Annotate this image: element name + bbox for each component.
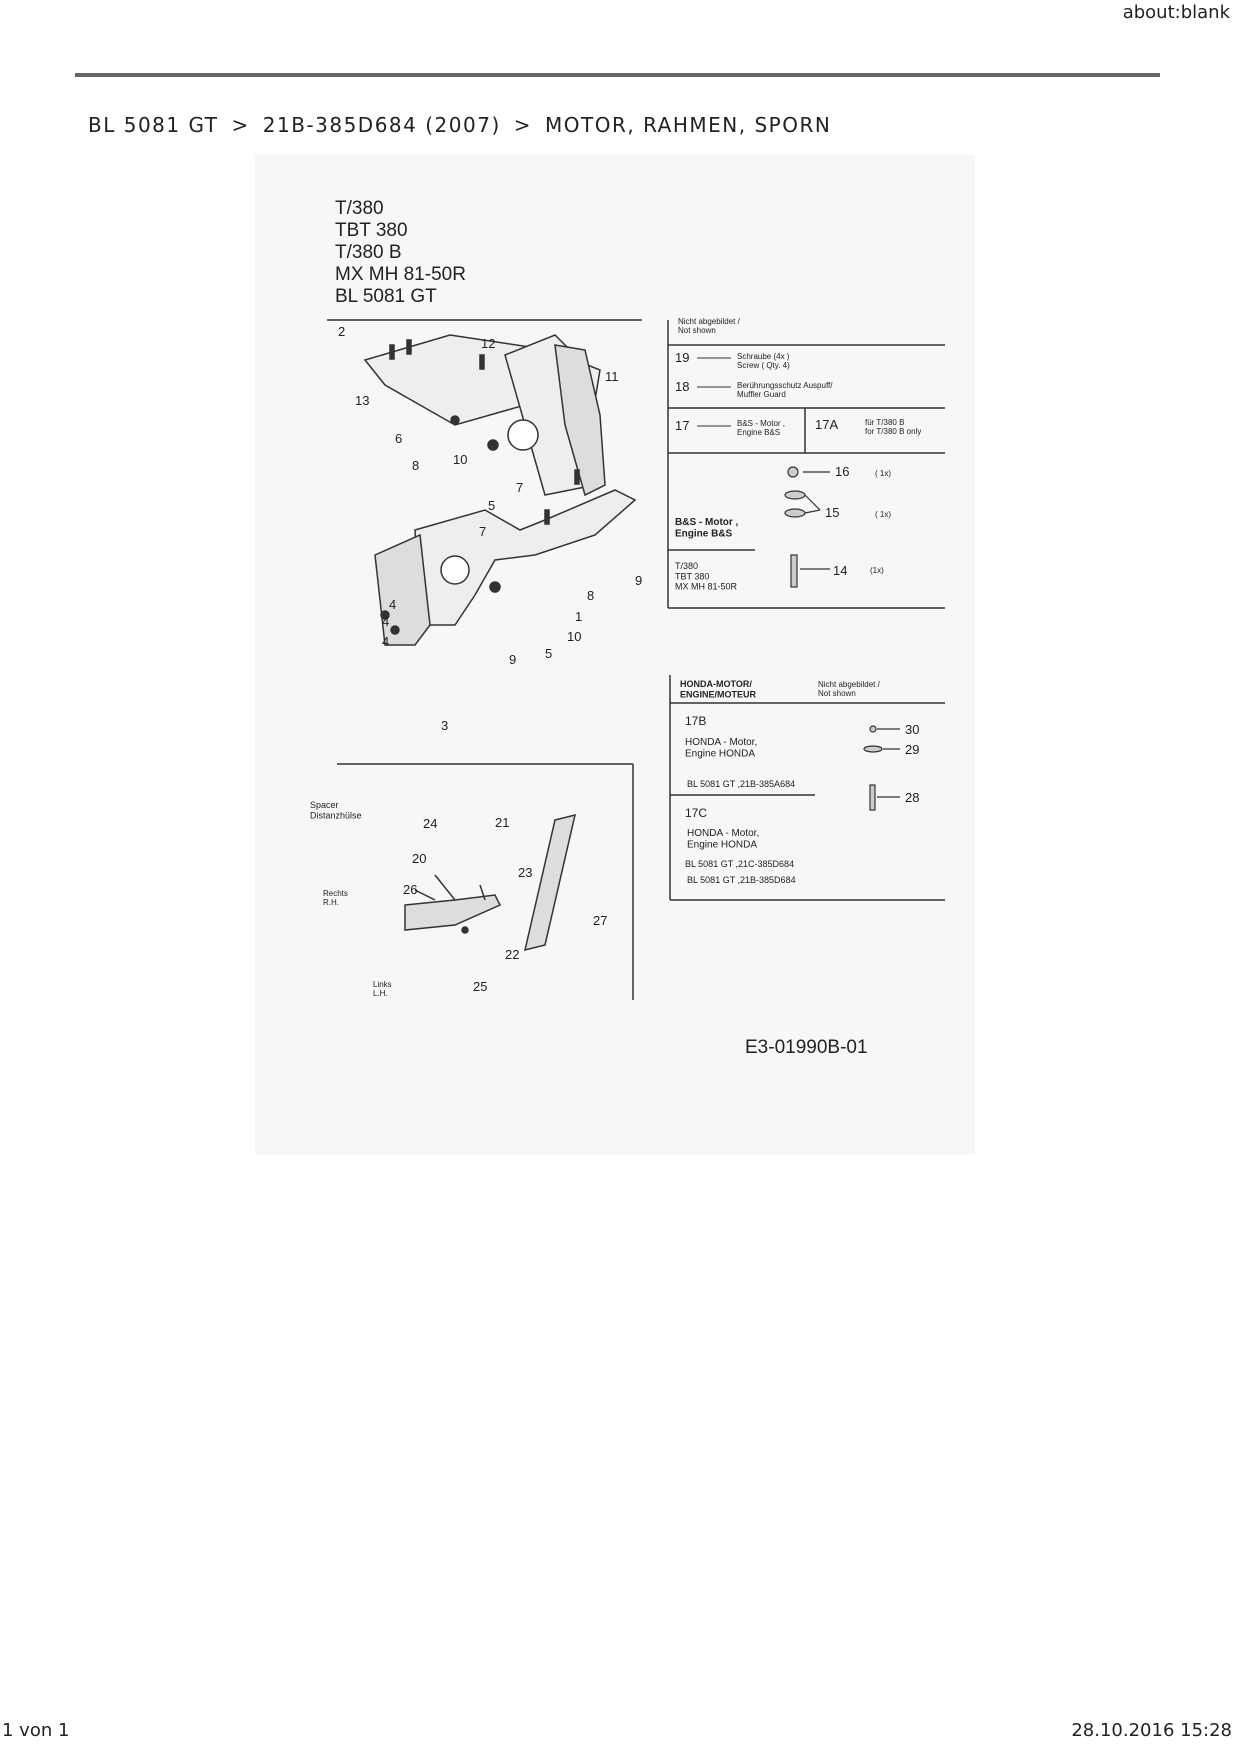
header-rule xyxy=(75,73,1160,77)
callout-25: 25 xyxy=(473,979,488,994)
callout-9: 9 xyxy=(509,652,517,667)
item-17B-model: BL 5081 GT ,21B-385A684 xyxy=(687,779,796,789)
item-17C-text: HONDA - Motor, Engine HONDA xyxy=(687,828,760,851)
callout-6: 6 xyxy=(395,431,403,446)
parts-table-bs xyxy=(668,320,945,608)
parts-diagram xyxy=(255,155,975,1155)
breadcrumb-item-section: MOTOR, RAHMEN, SPORN xyxy=(545,113,832,137)
drawing-id: E3-01990B-01 xyxy=(745,1037,868,1058)
item-16-qty: ( 1x) xyxy=(875,469,891,478)
item-29-number: 29 xyxy=(905,742,920,757)
item-17-number: 17 xyxy=(675,418,690,433)
callout-4: 4 xyxy=(382,634,390,649)
bs-engine-label: B&S - Motor , Engine B&S xyxy=(675,517,739,540)
print-datetime: 28.10.2016 15:28 xyxy=(1071,1720,1232,1741)
breadcrumb-separator: > xyxy=(513,113,533,137)
rechts-label: Rechts R.H. xyxy=(323,889,348,908)
callout-1: 1 xyxy=(575,609,583,624)
page-count: 1 von 1 xyxy=(2,1720,70,1741)
callout-10: 10 xyxy=(567,629,582,644)
spacer-label: Spacer Distanzhülse xyxy=(310,800,362,821)
item-15-qty: ( 1x) xyxy=(875,510,891,519)
item-17-text: B&S - Motor , Engine B&S xyxy=(737,419,786,438)
callout-5: 5 xyxy=(488,498,496,513)
item-17A-number: 17A xyxy=(815,417,839,432)
honda-hardware-drawing xyxy=(864,726,900,810)
links-label: Links L.H. xyxy=(373,980,392,999)
model-label: MX MH 81-50R xyxy=(335,264,466,285)
parts-diagram-svg xyxy=(255,155,975,1155)
callout-27: 27 xyxy=(593,913,608,928)
callout-21: 21 xyxy=(495,815,510,830)
honda-header: HONDA-MOTOR/ ENGINE/MOTEUR xyxy=(680,679,757,700)
item-17B-text: HONDA - Motor, Engine HONDA xyxy=(685,737,758,760)
not-shown-header: Nicht abgebildet / Not shown xyxy=(678,317,740,336)
item-15-number: 15 xyxy=(825,505,840,520)
callout-13: 13 xyxy=(355,393,370,408)
item-28-number: 28 xyxy=(905,790,920,805)
callout-12: 12 xyxy=(481,336,496,351)
item-17B-number: 17B xyxy=(685,714,707,728)
callout-24: 24 xyxy=(423,816,438,831)
model-label: BL 5081 GT xyxy=(335,286,437,307)
honda-not-shown: Nicht abgebildet / Not shown xyxy=(818,680,880,699)
breadcrumb-separator: > xyxy=(231,113,250,137)
item-17C-number: 17C xyxy=(685,806,708,820)
item-17A-text: für T/380 B for T/380 B only xyxy=(865,418,922,437)
callout-7: 7 xyxy=(516,480,524,495)
callout-5: 5 xyxy=(545,646,553,661)
item-17C-model: BL 5081 GT ,21C-385D684 xyxy=(685,859,795,869)
callout-23: 23 xyxy=(518,865,533,880)
callout-4: 4 xyxy=(389,597,397,612)
item-18-text: Berührungsschutz Auspuff/ Muffler Guard xyxy=(737,381,833,400)
callout-7: 7 xyxy=(479,524,487,539)
item-19-number: 19 xyxy=(675,350,690,365)
item-18-number: 18 xyxy=(675,379,690,394)
browser-url: about:blank xyxy=(1122,2,1230,23)
breadcrumb xyxy=(88,113,831,137)
callout-20: 20 xyxy=(412,851,427,866)
callout-2: 2 xyxy=(338,324,346,339)
item-16-number: 16 xyxy=(835,464,850,479)
frame-lower-drawing xyxy=(375,470,635,645)
callout-10: 10 xyxy=(453,452,468,467)
callout-26: 26 xyxy=(403,882,418,897)
hardware-drawing xyxy=(785,467,830,587)
model-label: TBT 380 xyxy=(335,220,408,241)
breadcrumb-item-model[interactable]: BL 5081 GT xyxy=(88,113,219,137)
item-14-qty: (1x) xyxy=(870,566,884,575)
callout-9: 9 xyxy=(635,573,643,588)
breadcrumb-item-serial[interactable]: 21B-385D684 (2007) xyxy=(262,113,501,137)
item-30-number: 30 xyxy=(905,722,920,737)
callout-11: 11 xyxy=(605,369,619,384)
callout-4: 4 xyxy=(382,614,390,629)
item-14-number: 14 xyxy=(833,563,848,578)
bs-models: T/380 TBT 380 MX MH 81-50R xyxy=(675,561,738,592)
skid-drawing xyxy=(405,815,575,950)
model-label: T/380 B xyxy=(335,242,402,263)
item-17C-model: BL 5081 GT ,21B-385D684 xyxy=(687,875,796,885)
model-label: T/380 xyxy=(335,198,384,219)
callout-8: 8 xyxy=(587,588,595,603)
callout-3: 3 xyxy=(441,718,449,733)
item-19-text: Schraube (4x ) Screw ( Qty. 4) xyxy=(737,352,790,371)
callout-22: 22 xyxy=(505,947,520,962)
frame-upper-drawing xyxy=(365,335,605,495)
callout-8: 8 xyxy=(412,458,420,473)
